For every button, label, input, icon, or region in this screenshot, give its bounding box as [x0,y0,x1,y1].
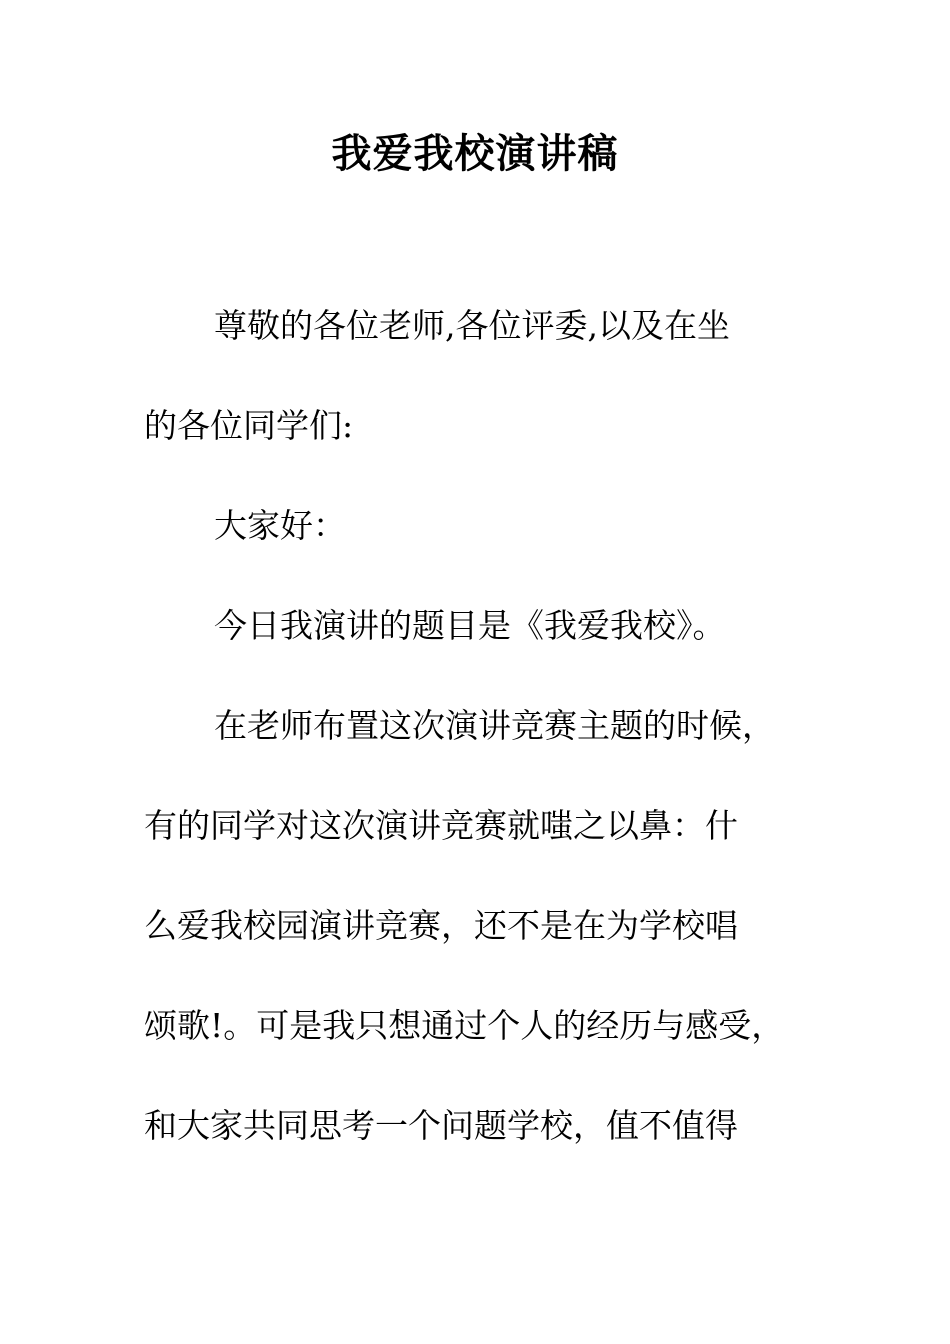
paragraph-line: 在老师布置这次演讲竞赛主题的时候， [214,706,775,745]
paragraph-line: 大家好： [214,506,346,545]
paragraph-line: 今日我演讲的题目是《我爱我校》。 [214,606,726,645]
paragraph-line: 颂歌!。可是我只想通过个人的经历与感受， [144,1006,785,1045]
paragraph-line: 和大家共同思考一个问题学校，值不值得 [144,1106,738,1145]
paragraph-line: 有的同学对这次演讲竞赛就嗤之以鼻：什 [144,806,738,845]
document-title: 我爱我校演讲稿 [331,130,619,177]
paragraph-line: 么爱我校园演讲竞赛，还不是在为学校唱 [144,906,738,945]
document-body [144,300,814,1200]
paragraph-line: 的各位同学们: [144,406,354,445]
paragraph-line: 尊敬的各位老师,各位评委,以及在坐 [214,306,730,345]
